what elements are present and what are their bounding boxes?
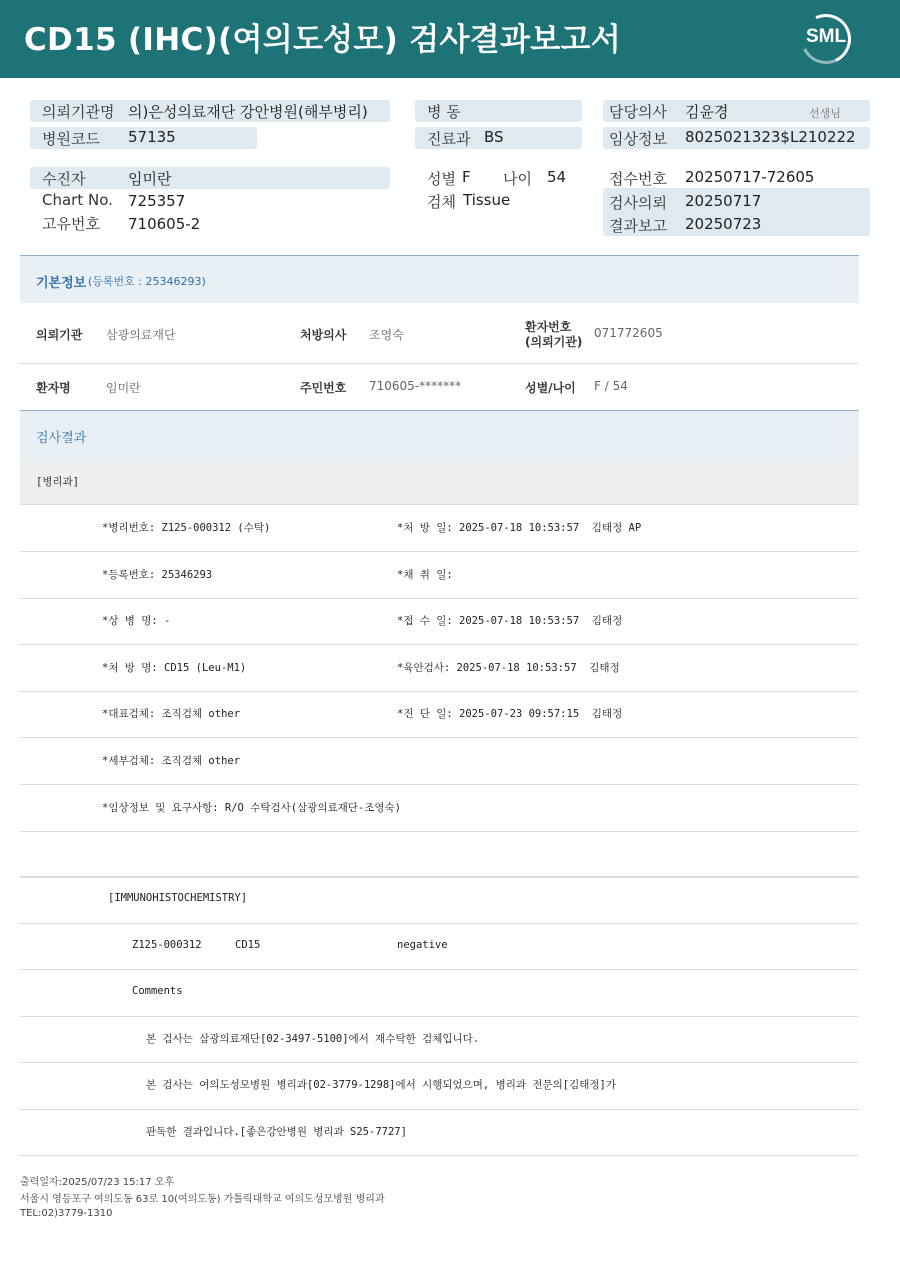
prescriber-label: 처방의사: [300, 328, 347, 342]
ihc-divider-5: [20, 1062, 859, 1063]
receipt-label: 접수번호: [609, 170, 667, 188]
doctor-label: 담당의사: [609, 103, 667, 121]
result-row-left: *처 방 명: CD15 (Leu-M1): [102, 662, 247, 674]
name-label: 환자명: [36, 381, 71, 395]
ward-label: 병 동: [427, 103, 461, 121]
sex-value: F: [462, 168, 471, 186]
report-header: [0, 0, 900, 78]
sml-logo: [801, 14, 851, 64]
result-row-left: *상 병 명: -: [102, 615, 171, 627]
footer-print-date: 출력일자:2025/07/23 15:17 오후: [20, 1177, 175, 1188]
result-row-left: *임상정보 및 요구사항: R/O 수탁검사(삼광의료재단-조영숙): [102, 802, 402, 814]
report-value: 20250723: [685, 215, 762, 233]
patno-value: 071772605: [594, 326, 663, 340]
clinical-label: 임상정보: [609, 130, 667, 148]
result-row-right: *접 수 일: 2025-07-18 10:53:57 김태정: [397, 615, 623, 627]
footer-tel: TEL:02)3779-1310: [20, 1208, 113, 1219]
dept-value: BS: [484, 128, 504, 146]
patient-value: 임미란: [128, 170, 172, 188]
dept-label: 진료과: [427, 130, 471, 148]
ihc-header: [IMMUNOHISTOCHEMISTRY]: [108, 892, 248, 904]
chart-value: 725357: [128, 192, 186, 210]
report-label: 결과보고: [609, 217, 667, 235]
comments-label: Comments: [132, 985, 183, 997]
patno-label-1: 환자번호: [525, 320, 572, 334]
age-label: 나이: [503, 170, 532, 188]
footer-address: 서울시 영등포구 여의도동 63로 10(여의도동) 가톨릭대학교 여의도성모병원 병리과: [20, 1194, 385, 1205]
pathology-section-label: [병리과]: [36, 476, 80, 488]
ihc-divider-4: [20, 1016, 859, 1017]
sex-label: 성별: [427, 170, 456, 188]
ihc-result: negative: [397, 939, 448, 951]
patient-label: 수진자: [42, 170, 86, 188]
comment-line-2: 본 검사는 여의도성모병원 병리과[02-3779-1298]에서 시행되었으며, 병리과 전문의[김태정]가: [146, 1079, 616, 1091]
clinical-value: 8025021323$L210222: [685, 128, 856, 146]
doctor-value: 김윤경: [685, 103, 729, 121]
results-header: [20, 411, 859, 459]
name-value: 임미란: [106, 381, 141, 395]
basic-info-title: 기본정보: [36, 276, 87, 291]
comment-line-1: 본 검사는 삼광의료재단[02-3497-5100]에서 재수탁한 검체입니다.: [146, 1033, 480, 1045]
ihc-divider-6: [20, 1109, 859, 1110]
prescriber-value: 조영숙: [369, 328, 404, 342]
ihc-divider-2: [20, 923, 859, 924]
specimen-value: Tissue: [463, 191, 511, 209]
result-row-left: *대표검체: 조직검체 other: [102, 708, 241, 720]
pathology-section-bar: [20, 459, 859, 505]
sexage-value: F / 54: [594, 379, 628, 393]
ihc-marker: CD15: [235, 939, 261, 951]
result-row-left: *등록번호: 25346293: [102, 569, 213, 581]
uid-value: 710605-2: [128, 215, 201, 233]
referral-value: 의)은성의료재단 강안병원(해부병리): [128, 103, 368, 121]
rrn-label: 주민번호: [300, 381, 347, 395]
result-row-blank: [20, 831, 859, 877]
comment-line-3: 판독한 결과입니다.[좋은강안병원 병리과 S25-7727]: [146, 1126, 407, 1138]
result-row-right: *처 방 일: 2025-07-18 10:53:57 김태정 AP: [397, 522, 642, 534]
uid-label: 고유번호: [42, 215, 100, 233]
result-row-left: *세부검체: 조직검체 other: [102, 755, 241, 767]
specimen-label: 검체: [427, 193, 456, 211]
results-title: 검사결과: [36, 431, 87, 446]
doctor-suffix: 선생님: [809, 107, 841, 120]
institution-value: 삼광의료재단: [106, 328, 176, 342]
ihc-divider-3: [20, 969, 859, 970]
rrn-value: 710605-*******: [369, 379, 462, 393]
hospital-code-value: 57135: [128, 128, 176, 146]
report-title: CD15 (IHC)(여의도성모) 검사결과보고서: [24, 22, 621, 58]
hospital-code-label: 병원코드: [42, 130, 100, 148]
ihc-divider: [20, 877, 859, 878]
basic-info-reg: (등록번호 : 25346293): [88, 275, 206, 288]
receipt-value: 20250717-72605: [685, 168, 815, 186]
institution-label: 의뢰기관: [36, 328, 83, 342]
logo-text: SML: [805, 26, 847, 47]
result-row-left: *병리번호: Z125-000312 (수탁): [102, 522, 271, 534]
referral-label: 의뢰기관명: [42, 103, 115, 121]
ihc-id: Z125-000312: [132, 939, 202, 951]
sexage-label: 성별/나이: [525, 381, 576, 395]
result-row-right: *채 취 일:: [397, 569, 453, 581]
request-label: 검사의뢰: [609, 194, 667, 212]
result-row-right: *진 단 일: 2025-07-23 09:57:15 김태정: [397, 708, 623, 720]
chart-label: Chart No.: [42, 191, 113, 209]
patno-label-2: (의뢰기관): [525, 335, 583, 349]
ihc-divider-7: [20, 1155, 859, 1156]
basic-info-header: [20, 255, 859, 303]
result-row-right: *육안검사: 2025-07-18 10:53:57 김태정: [397, 662, 620, 674]
age-value: 54: [547, 168, 567, 186]
request-value: 20250717: [685, 192, 762, 210]
